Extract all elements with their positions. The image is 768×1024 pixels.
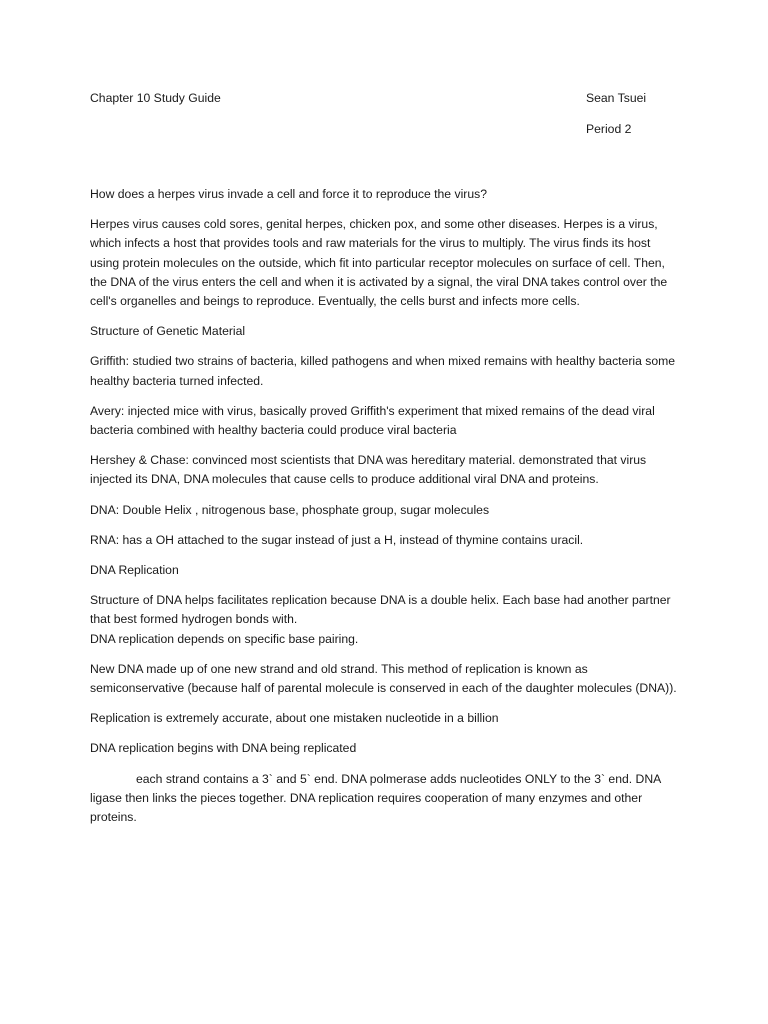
section-heading-dna-replication: DNA Replication: [90, 563, 179, 578]
author-name: Sean Tsuei: [586, 91, 647, 105]
replication-begins-paragraph: DNA replication begins with DNA being replicated: [90, 741, 357, 756]
structure-line: Structure of DNA helps facilitates replication because DNA is a double helix. Each base had another partner that best formed hydrogen bonds with.: [90, 593, 671, 627]
accuracy-paragraph: Replication is extremely accurate, about one mistaken nucleotide in a billion: [90, 711, 499, 726]
dna-paragraph: DNA: Double Helix , nitrogenous base, phosphate group, sugar molecules: [90, 502, 490, 517]
class-period: Period 2: [586, 122, 632, 136]
structure-paragraph: [90, 591, 682, 649]
strand-ends-paragraph: each strand contains a 3` and 5` end. DNA polmerase adds nucleotides ONLY to the 3` end. DNA ligase then links the pieces together. DNA replication requires cooperation of many enzymes and other proteins.: [90, 771, 661, 825]
document-title: Chapter 10 Study Guide: [90, 91, 221, 105]
rna-paragraph: RNA: has a OH attached to the sugar instead of just a H, instead of thymine contains uracil.: [90, 532, 584, 547]
semiconservative-paragraph: New DNA made up of one new strand and old strand. This method of replication is known as semiconservative (because half of parental molecule is conserved in each of the daughter molecules (DNA)).: [90, 661, 677, 696]
base-pairing-line: DNA replication depends on specific base pairing.: [90, 631, 359, 646]
griffith-paragraph: Griffith: studied two strains of bacteria, killed pathogens and when mixed remains with healthy bacteria some healthy bacteria turned infected.: [90, 354, 676, 388]
section-heading-genetic-material: Structure of Genetic Material: [90, 324, 246, 339]
question-paragraph: How does a herpes virus invade a cell and force it to reproduce the virus?: [90, 187, 487, 201]
document-body: [90, 185, 682, 838]
hershey-chase-paragraph: Hershey & Chase: convinced most scientists that DNA was hereditary material. demonstrated that virus injected its DNA, DNA molecules that cause cells to produce additional viral DNA and proteins.: [90, 453, 647, 487]
herpes-answer-paragraph: Herpes virus causes cold sores, genital herpes, chicken pox, and some other diseases. Herpes is a virus, which infects a host that provides tools and raw materials for the virus to multiply. The virus finds its host using protein molecules on the outside, which fit into particular receptor molecules on surface of cell. Then, the DNA of the virus enters the cell and when it is activated by a signal, the viral DNA takes control over the cell's organelles and beings to reproduce. Eventually, the cells burst and infects more cells.: [90, 217, 668, 309]
avery-paragraph: Avery: injected mice with virus, basically proved Griffith's experiment that mixed remains of the dead viral bacteria combined with healthy bacteria could produce viral bacteria: [90, 403, 655, 438]
